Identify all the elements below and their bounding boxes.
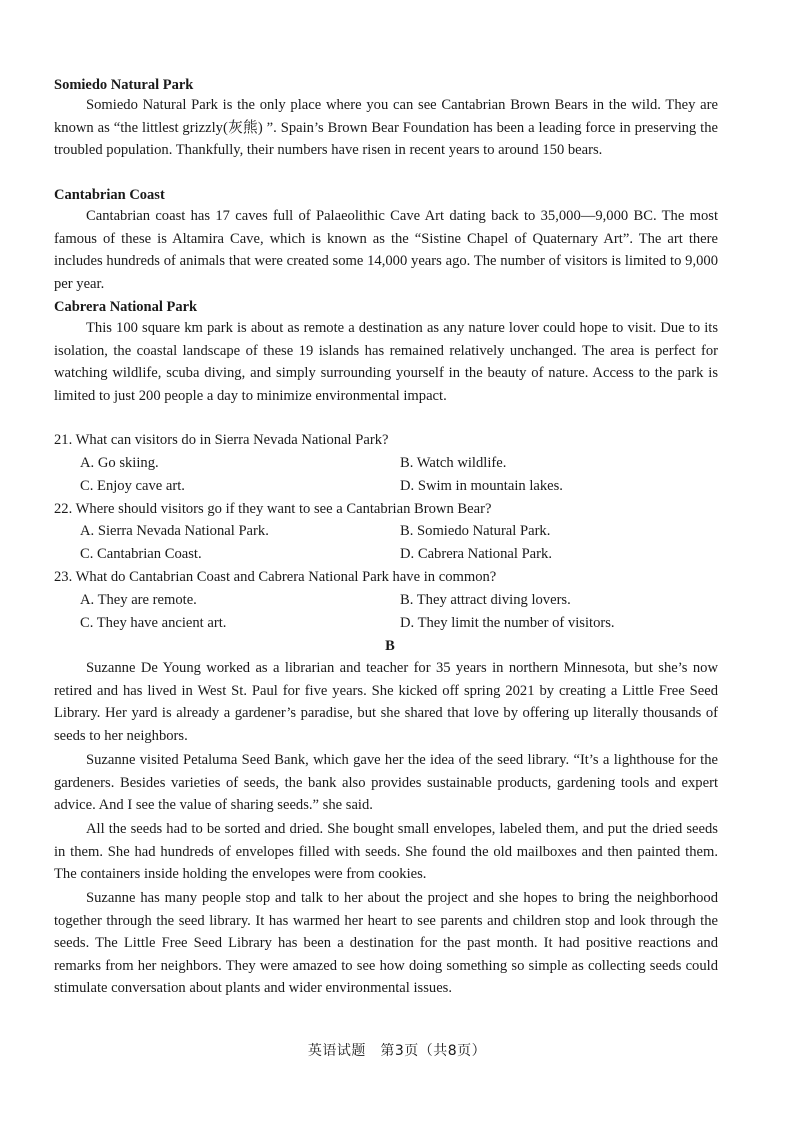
q21-option-a: A. Go skiing. — [80, 455, 159, 471]
section-text-somiedo: Somiedo Natural Park is the only place where you can see Cantabrian Brown Bears in the wild. They are known as “the littlest grizzly(灰熊) ”. Spain’s Brown Bear Foundation has been a leading force in preserving the troubled population. Thankfully, their numbers have risen in recent years to around 150 bears. — [54, 97, 718, 159]
question-22: 22. Where should visitors go if they want to see a Cantabrian Brown Bear? — [54, 501, 492, 517]
section-heading-somiedo: Somiedo Natural Park — [54, 77, 194, 93]
passage-b-paragraph-3: All the seeds had to be sorted and dried. She bought small envelopes, labeled them, and put the dried seeds in them. She had hundreds of envelopes filled with seeds. She found the old mailboxes and then painted them. The containers inside holding the envelopes were from cookies. — [54, 821, 718, 883]
section-heading-cantabrian: Cantabrian Coast — [54, 187, 165, 203]
q21-option-b: B. Watch wildlife. — [400, 455, 507, 471]
section-text-cabrera: This 100 square km park is about as remote a destination as any nature lover could hope to visit. Due to its isolation, the coastal landscape of these 19 islands has remained relatively unchanged. The area is perfect for watching wildlife, scuba diving, and simply surrounding yourself in the beauty of nature. Access to the park is limited to just 200 people a day to minimize environmental impact. — [54, 320, 718, 404]
q22-option-a: A. Sierra Nevada National Park. — [80, 523, 269, 539]
question-23: 23. What do Cantabrian Coast and Cabrera National Park have in common? — [54, 569, 497, 585]
passage-b-paragraph-1: Suzanne De Young worked as a librarian and teacher for 35 years in northern Minnesota, but she’s now retired and has lived in West St. Paul for five years. She kicked off spring 2021 by creating a Little Free Seed Library. Her yard is already a gardener’s paradise, but she shared that love by offering up literally thousands of seeds to her neighbors. — [54, 660, 718, 744]
q23-option-c: C. They have ancient art. — [80, 615, 227, 631]
passage-b-paragraph-4: Suzanne has many people stop and talk to her about the project and she hopes to bring the neighborhood together through the seed library. It has warmed her heart to see parents and children stop and look through the seeds. The Little Free Seed Library has been a destination for the past month. It had positive reactions and remarks from her neighbors. They were amazed to see how doing something so simple as collecting seeds could stimulate conversation about plants and wider environmental issues. — [54, 890, 718, 997]
question-21: 21. What can visitors do in Sierra Nevada National Park? — [54, 432, 389, 448]
passage-b-label: B — [385, 638, 395, 654]
q21-option-c: C. Enjoy cave art. — [80, 478, 185, 494]
q22-option-b: B. Somiedo Natural Park. — [400, 523, 551, 539]
passage-b-paragraph-2: Suzanne visited Petaluma Seed Bank, which gave her the idea of the seed library. “It’s a lighthouse for the gardeners. Besides varieties of seeds, the bank also provides sustainable products, gardening tools and expert advice. And I see the value of sharing seeds.” she said. — [54, 752, 718, 814]
section-heading-cabrera: Cabrera National Park — [54, 299, 198, 315]
q23-option-b: B. They attract diving lovers. — [400, 592, 571, 608]
section-text-cantabrian: Cantabrian coast has 17 caves full of Palaeolithic Cave Art dating back to 35,000—9,000 BC. The most famous of these is Altamira Cave, which is known as the “Sistine Chapel of Quaternary Art”. The art there includes hundreds of animals that were created some 14,000 years ago. The number of visitors is limited to 9,000 per year. — [54, 208, 718, 292]
q23-option-d: D. They limit the number of visitors. — [400, 615, 615, 631]
q23-option-a: A. They are remote. — [80, 592, 197, 608]
q21-option-d: D. Swim in mountain lakes. — [400, 478, 563, 494]
page-footer: 英语试题 第3页（共8页） — [307, 1043, 487, 1059]
q22-option-c: C. Cantabrian Coast. — [80, 546, 202, 562]
q22-option-d: D. Cabrera National Park. — [400, 546, 552, 562]
